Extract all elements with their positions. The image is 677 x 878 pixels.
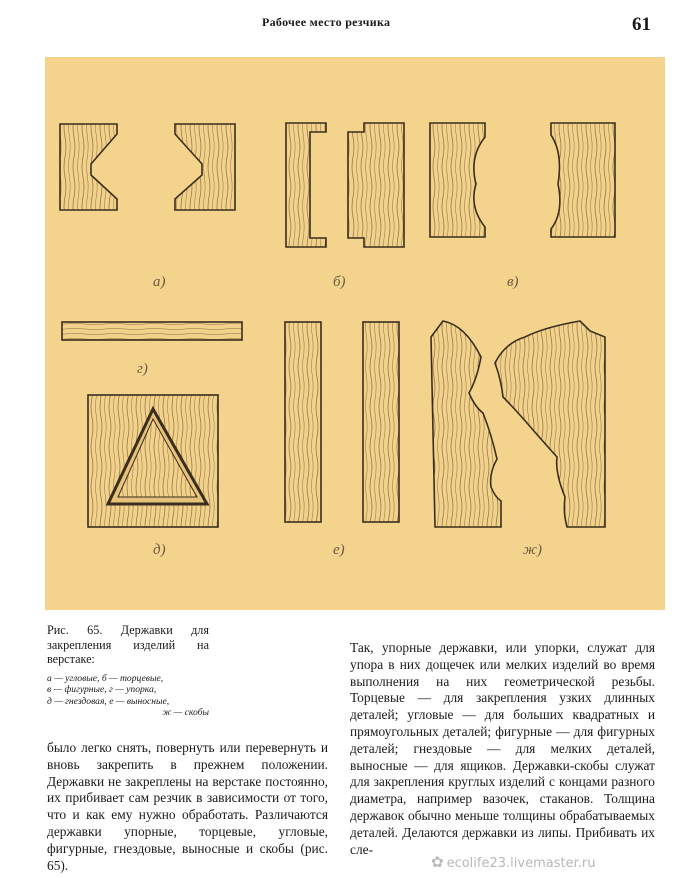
figure-label-zh: ж) <box>523 542 542 558</box>
offset-holder-right <box>363 322 399 522</box>
body-text-right-column: Так, упорные державки, или упорки, служат для упора в них дощечек или мелких изделий во время выполнения на них геометрической резьбы. Торцевые — для закрепления узких длинных деталей; угловые — для больших квадратных и прямоугольных деталей; фигурные — для фигурных деталей; гнездовые — для мелких деталей, выносные — для ящиков. Державки-скобы служат для закрепления круглых изделий с концами разного диаметра, например вазочек, стаканов. Толщина державок обычно меньше толщины обрабатываемых деталей. Делаются державки из липы. Прибивать их сле- <box>350 640 655 857</box>
caption-legend-line: ж — скобы <box>162 707 209 718</box>
figure-65 <box>45 57 665 610</box>
caption-legend-line: д — гнездовая, е — выносные, <box>47 695 170 707</box>
corner-holder-right <box>175 124 235 210</box>
stop-bar <box>62 322 242 340</box>
body-text-left-column: было легко снять, повернуть или перевернуть и вновь закрепить в прежнем положении. Державки не закреплены на верстаке постоянно, их прибивает сам резчик в зависимости от того, что и как ему нужно обработать. Различаются державки упорные, торцевые, угловые, фигурные, гнездовые, выносные и скобы (рис. 65). <box>47 740 328 873</box>
bracket-holder-left <box>431 321 501 527</box>
figure-caption <box>47 623 209 718</box>
end-holder-right <box>348 123 404 247</box>
figure-label-v: в) <box>507 274 519 290</box>
caption-legend-line: а — угловые, б — торцевые, <box>47 672 164 684</box>
shaped-holder-right <box>551 123 615 237</box>
caption-legend <box>47 673 209 719</box>
figure-label-g: г) <box>137 361 148 377</box>
end-holder-left <box>286 123 326 247</box>
caption-legend-line: в — фигурные, г — упорка, <box>47 684 157 696</box>
watermark <box>431 853 595 871</box>
bracket-holder-right <box>495 321 605 527</box>
shaped-holder-left <box>430 123 485 237</box>
watermark-text: ecolife23.livemaster.ru <box>446 856 596 871</box>
figure-label-b: б) <box>333 274 346 290</box>
corner-holder-left <box>60 124 117 210</box>
page-number: 61 <box>632 14 651 35</box>
offset-holder-left <box>285 322 321 522</box>
figure-label-a: а) <box>153 274 166 290</box>
figure-label-e: е) <box>333 542 345 558</box>
flower-icon: ✿ <box>431 853 444 871</box>
caption-title: Рис. 65. Державки для закрепления изделий на верстаке: <box>47 623 209 667</box>
figure-label-d: д) <box>153 542 166 558</box>
running-title: Рабочее место резчика <box>262 15 391 29</box>
